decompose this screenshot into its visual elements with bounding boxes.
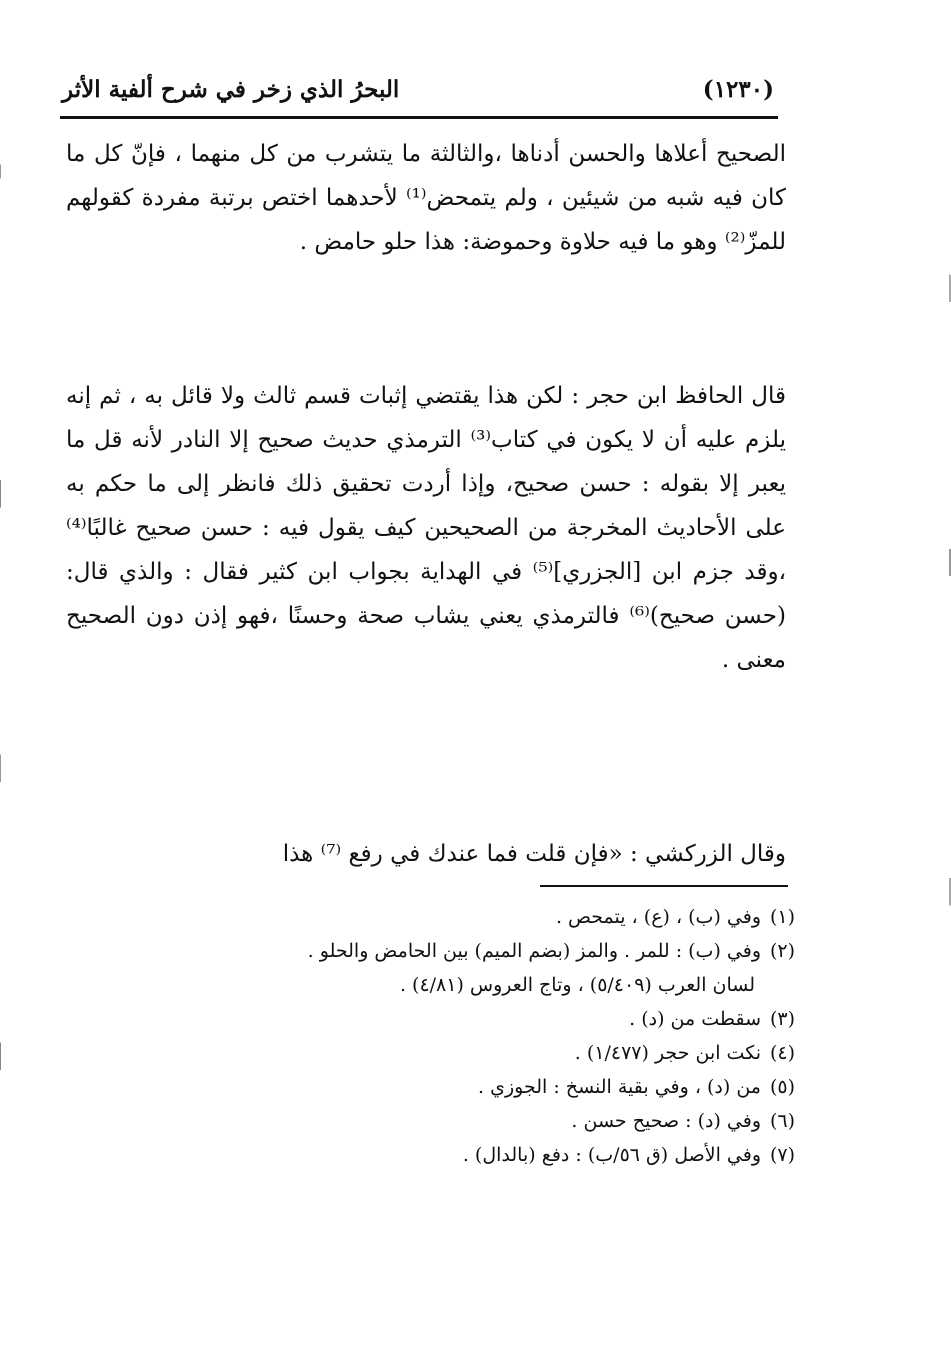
running-title: البحرُ الذي زخر في شرح ألفية الأثر: [62, 76, 400, 103]
footnote-number: (٢): [769, 940, 795, 962]
footnote-item: [250, 934, 795, 968]
footnote-separator: [540, 885, 788, 887]
footnote-text: سقطت من (د) .: [629, 1008, 761, 1030]
page-number: (١٢٣٠): [702, 76, 774, 103]
footnote-text: لسان العرب (٥/٤٠٩) ، وتاج العروس (٤/٨١) .: [399, 974, 755, 996]
footnote-number: (٦): [769, 1110, 795, 1132]
footnote-text: وفي (ب) : للمر . والمز (بضم الميم) بين الحامض والحلو .: [307, 940, 761, 962]
header-rule: [60, 116, 778, 119]
paragraph-text: وقال الزركشي : «فإن قلت فما عندك في رفع ⁽⁷⁾ هذا: [282, 841, 786, 867]
footnote-text: وفي (د) : صحيح حسن .: [571, 1110, 761, 1132]
paragraph-2: [66, 374, 786, 682]
paragraph-1: [66, 132, 786, 264]
footnote-item: [250, 1002, 795, 1036]
footnote-text: وفي (ب) ، (ع) ، يتمحص .: [555, 906, 761, 928]
footnote-item: [250, 1036, 795, 1070]
footnotes: [250, 900, 795, 1172]
paragraph-text: الصحيح أعلاها والحسن أدناها ،والثالثة ما يتشرب من كل منهما ، فإنّ كل ما كان فيه شبه من شيئين ، ولم يتمحض⁽¹⁾ لأحدهما اختص برتبة مفردة كقولهم للمزّ⁽²⁾ وهو ما فيه حلاوة وحموضة: هذا حلو حامض .: [66, 141, 787, 255]
paragraph-text: قال الحافظ ابن حجر : لكن هذا يقتضي إثبات قسم ثالث ولا قائل به ، ثم إنه يلزم عليه أن لا يكون في كتاب⁽³⁾ الترمذي حديث صحيح إلا النادر لأنه قل ما يعبر إلا بقوله : حسن صحيح، وإذا أردت تحقيق ذلك فانظر إلى ما حكم به على الأحاديث المخرجة من الصحيحين كيف يقول فيه : حسن صحيح غالبًا⁽⁴⁾ ،وقد جزم ابن [الجزري]⁽⁵⁾ في الهداية بجواب ابن كثير فقال : والذي قال: (حسن صحيح)⁽⁶⁾ فالترمذي يعني يشاب صحة وحسنًا ،فهو إذن دون الصحيح معنى .: [66, 383, 786, 673]
scan-edge-left: [0, 0, 1, 1372]
footnote-item: [250, 1138, 795, 1172]
page-header: [62, 72, 774, 112]
footnote-text: وفي الأصل (ق ٥٦/ب) : دفع (بالدال) .: [462, 1144, 761, 1166]
footnote-number: (٣): [769, 1008, 795, 1030]
footnote-number: (١): [769, 906, 795, 928]
footnote-item: [250, 1104, 795, 1138]
footnote-number: (٧): [769, 1144, 795, 1166]
footnote-item: [250, 1070, 795, 1104]
footnote-text: من (د) ، وفي بقية النسخ : الجوزي .: [478, 1076, 761, 1098]
footnote-item: [250, 968, 795, 1002]
footnote-item: [250, 900, 795, 934]
footnote-number: (٤): [769, 1042, 795, 1064]
paragraph-3: [66, 832, 786, 876]
footnote-number: (٥): [769, 1076, 795, 1098]
footnote-text: نكت ابن حجر (١/٤٧٧) .: [574, 1042, 761, 1064]
